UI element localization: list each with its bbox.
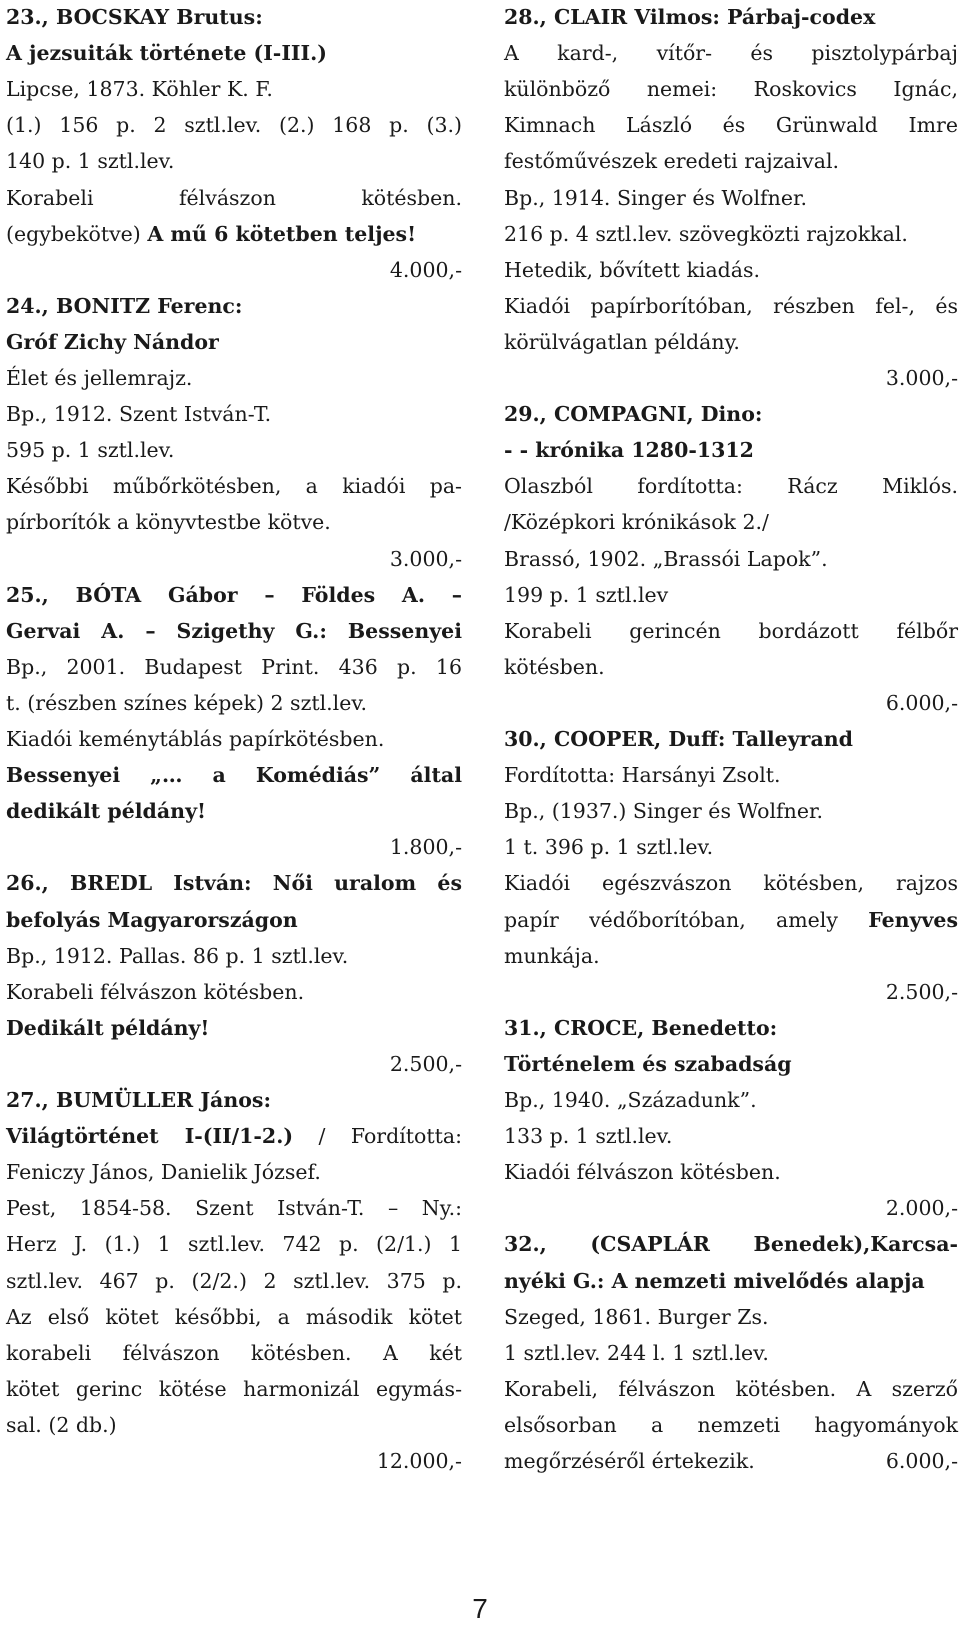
bold-text: Világtörténet I-(II/1-2.) bbox=[6, 1124, 294, 1149]
catalog-line: Brassó, 1902. „Brassói Lapok”. bbox=[504, 546, 828, 571]
catalog-line: 23., BOCSKAY Brutus: bbox=[6, 5, 263, 29]
catalog-line: Korabeli félvászon kötésben. bbox=[6, 979, 305, 1004]
price-line: 2.500,- bbox=[389, 1051, 462, 1076]
catalog-line: Kimnach László és Grünwald Imre bbox=[504, 113, 958, 138]
price-line: 3.000,- bbox=[885, 366, 958, 390]
catalog-line: Herz J. (1.) 1 sztl.lev. 742 p. (2/1.) 1 bbox=[6, 1232, 462, 1257]
catalog-line: (egybekötve) A mű 6 kötetben teljes! bbox=[6, 221, 417, 246]
catalog-line: Korabeli, félvászon kötésben. A szerző bbox=[504, 1376, 958, 1401]
catalog-line: pírborítók a könyvtestbe kötve. bbox=[6, 510, 331, 535]
catalog-line: 31., CROCE, Benedetto: bbox=[504, 1015, 778, 1040]
page-number: 7 bbox=[472, 1593, 488, 1624]
catalog-line: sztl.lev. 467 p. (2/2.) 2 sztl.lev. 375 p. bbox=[6, 1268, 462, 1293]
catalog-line: kötésben. bbox=[504, 654, 605, 679]
catalog-line: festőművészek eredeti rajzaival. bbox=[504, 149, 840, 174]
catalog-line: Gervai A. – Szigethy G.: Bessenyei bbox=[6, 618, 462, 643]
catalog-line: Történelem és szabadság bbox=[504, 1051, 792, 1076]
catalog-line: Kiadói félvászon kötésben. bbox=[504, 1160, 781, 1185]
catalog-line: 140 p. 1 sztl.lev. bbox=[6, 149, 175, 174]
catalog-line: különböző nemei: Roskovics Ignác, bbox=[504, 77, 958, 102]
catalog-line: körülvágatlan példány. bbox=[504, 329, 740, 354]
catalog-text: megőrzéséről értekezik. bbox=[504, 1449, 755, 1473]
catalog-line: 199 p. 1 sztl.lev bbox=[504, 582, 669, 607]
catalog-line: Bp., 1912. Szent István-T. bbox=[6, 402, 272, 427]
catalog-line: A kard-, vítőr- és pisztolypárbaj bbox=[504, 41, 958, 66]
catalog-line: 26., BREDL István: Női uralom és bbox=[6, 871, 462, 896]
price-line: 4.000,- bbox=[389, 257, 462, 282]
catalog-line: 27., BUMÜLLER János: bbox=[6, 1088, 272, 1112]
catalog-line: 595 p. 1 sztl.lev. bbox=[6, 438, 175, 463]
catalog-line: Olaszból fordította: Rácz Miklós. bbox=[504, 474, 958, 499]
price-line: 2.000,- bbox=[885, 1196, 958, 1221]
catalog-line: /Középkori krónikások 2./ bbox=[504, 510, 769, 535]
catalog-line: dedikált példány! bbox=[6, 799, 206, 824]
catalog-line: kötet gerinc kötése harmonizál egymás- bbox=[6, 1376, 462, 1401]
catalog-line: befolyás Magyarországon bbox=[6, 907, 298, 932]
catalog-line: elsősorban a nemzeti hagyományok bbox=[504, 1412, 958, 1437]
catalog-line: 133 p. 1 sztl.lev. bbox=[504, 1124, 673, 1149]
catalog-line: 1 t. 396 p. 1 sztl.lev. bbox=[504, 835, 714, 860]
catalog-line: Feniczy János, Danielik József. bbox=[6, 1160, 321, 1185]
catalog-line: - - krónika 1280-1312 bbox=[504, 438, 754, 463]
catalog-line: A jezsuiták története (I-III.) bbox=[6, 41, 327, 66]
bold-text: A mű 6 kötetben teljes! bbox=[147, 221, 417, 246]
catalog-line: korabeli félvászon kötésben. A két bbox=[6, 1340, 462, 1365]
catalog-line: Lipcse, 1873. Köhler K. F. bbox=[6, 77, 273, 102]
catalog-line: 30., COOPER, Duff: Talleyrand bbox=[504, 727, 853, 751]
price-line: 1.800,- bbox=[389, 835, 462, 860]
catalog-line: (1.) 156 p. 2 sztl.lev. (2.) 168 p. (3.) bbox=[6, 113, 462, 138]
catalog-line: Dedikált példány! bbox=[6, 1015, 210, 1040]
catalog-line: Kiadói papírborítóban, részben fel-, és bbox=[504, 293, 958, 318]
catalog-line: munkája. bbox=[504, 943, 600, 968]
price-line: 2.500,- bbox=[885, 979, 958, 1004]
price-line: 12.000,- bbox=[376, 1449, 462, 1473]
catalog-line: 28., CLAIR Vilmos: Párbaj-codex bbox=[504, 5, 876, 29]
catalog-line: 29., COMPAGNI, Dino: bbox=[504, 402, 763, 427]
price-line: 3.000,- bbox=[389, 546, 462, 571]
catalog-line: 1 sztl.lev. 244 l. 1 sztl.lev. bbox=[504, 1340, 769, 1365]
catalog-line: Fordította: Harsányi Zsolt. bbox=[504, 763, 781, 788]
catalog-line: Későbbi műbőrkötésben, a kiadói pa- bbox=[6, 474, 462, 499]
catalog-line: Korabeli félvászon kötésben. bbox=[6, 185, 462, 210]
catalog-line: nyéki G.: A nemzeti mivelődés alapja bbox=[504, 1268, 925, 1293]
catalog-line bbox=[504, 1444, 958, 1478]
catalog-line: 32., (CSAPLÁR Benedek),Karcsa- bbox=[504, 1232, 958, 1257]
price-line: 6.000,- bbox=[885, 690, 958, 715]
price-text: 6.000,- bbox=[885, 1449, 958, 1473]
catalog-line: papír védőborítóban, amely Fenyves bbox=[504, 907, 958, 932]
catalog-line: Hetedik, bővített kiadás. bbox=[504, 257, 761, 282]
catalog-line: Bp., 1912. Pallas. 86 p. 1 sztl.lev. bbox=[6, 943, 349, 968]
catalog-line: Bp., 1940. „Századunk”. bbox=[504, 1088, 757, 1112]
catalog-line: Korabeli gerincén bordázott félbőr bbox=[504, 618, 958, 643]
catalog-line: Gróf Zichy Nándor bbox=[6, 329, 219, 354]
catalog-line: 25., BÓTA Gábor – Földes A. – bbox=[6, 582, 462, 607]
catalog-line: Bp., 2001. Budapest Print. 436 p. 16 bbox=[6, 654, 462, 679]
catalog-line: Világtörténet I-(II/1-2.) / Fordította: bbox=[6, 1124, 462, 1149]
catalog-line: Kiadói egészvászon kötésben, rajzos bbox=[504, 871, 958, 896]
catalog-line: Bp., 1914. Singer és Wolfner. bbox=[504, 185, 808, 210]
catalog-line: Bp., (1937.) Singer és Wolfner. bbox=[504, 799, 824, 824]
catalog-line: 24., BONITZ Ferenc: bbox=[6, 293, 243, 318]
catalog-line: Kiadói keménytáblás papírkötésben. bbox=[6, 727, 385, 751]
catalog-line: sal. (2 db.) bbox=[6, 1412, 117, 1437]
catalog-line: Szeged, 1861. Burger Zs. bbox=[504, 1304, 769, 1329]
catalog-line: Az első kötet későbbi, a második kötet bbox=[6, 1304, 462, 1329]
catalog-line: Élet és jellemrajz. bbox=[6, 366, 193, 390]
catalog-line: Pest, 1854-58. Szent István-T. – Ny.: bbox=[6, 1196, 462, 1221]
catalog-line: Bessenyei „… a Komédiás” által bbox=[6, 763, 462, 788]
catalog-line: 216 p. 4 sztl.lev. szövegközti rajzokkal. bbox=[504, 221, 908, 246]
catalog-line: t. (részben színes képek) 2 sztl.lev. bbox=[6, 690, 368, 715]
bold-text: Fenyves bbox=[868, 907, 958, 932]
